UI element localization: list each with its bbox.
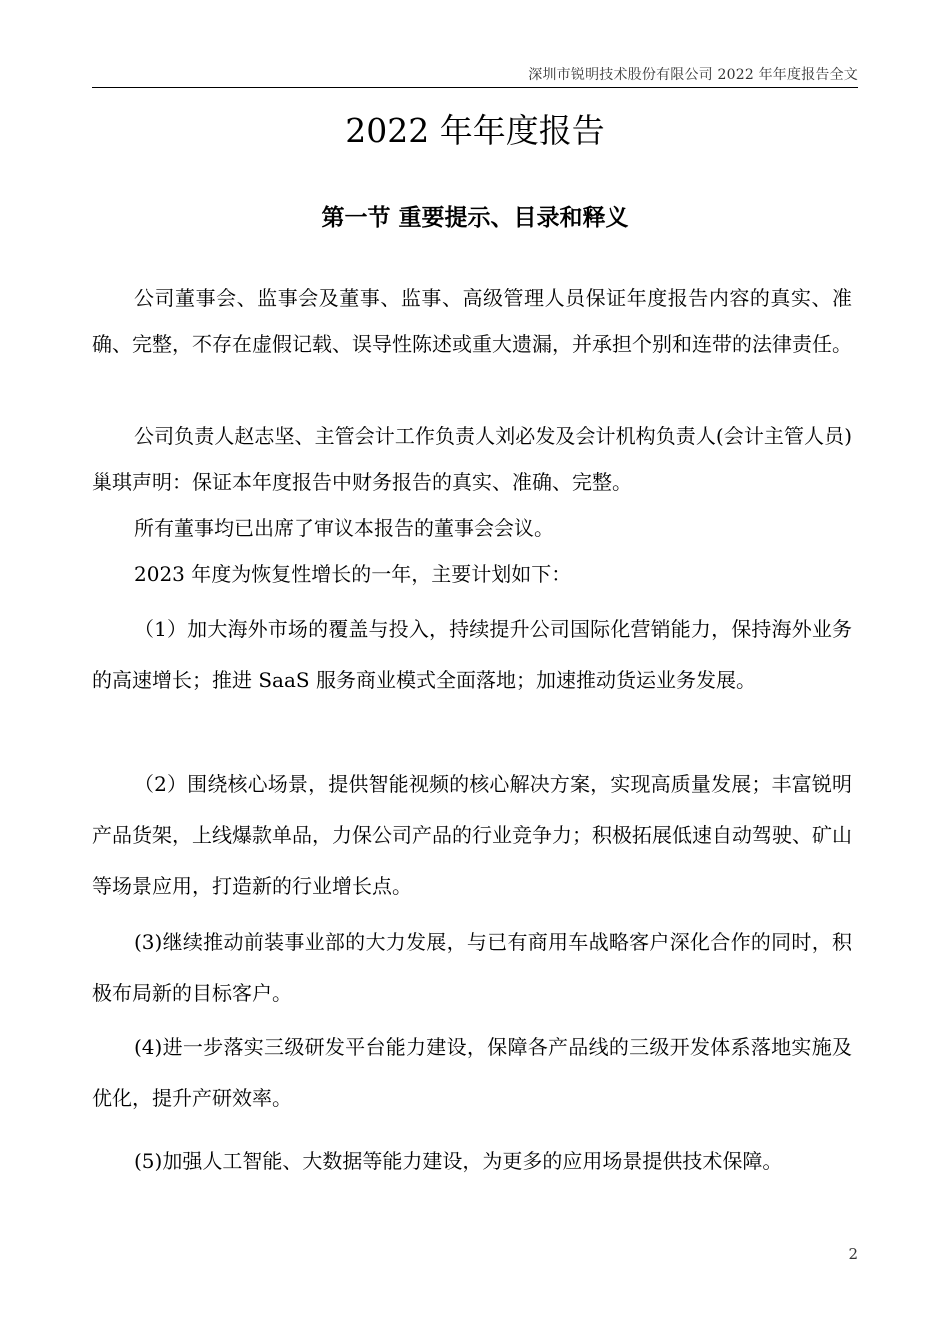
paragraph-officer-declaration: 公司负责人赵志坚、主管会计工作负责人刘必发及会计机构负责人(会计主管人员)巢琪声明：保证本年度报告中财务报告的真实、准确、完整。 bbox=[92, 424, 852, 494]
paragraph-plan-item-1: （1）加大海外市场的覆盖与投入，持续提升公司国际化营销能力，保持海外业务的高速增长；推进 SaaS 服务商业模式全面落地；加速推动货运业务发展。 bbox=[92, 617, 852, 692]
paragraph-responsibility-statement: 公司董事会、监事会及董事、监事、高级管理人员保证年度报告内容的真实、准确、完整，不存在虚假记载、误导性陈述或重大遗漏，并承担个别和连带的法律责任。 bbox=[92, 286, 852, 356]
page-number: 2 bbox=[848, 1245, 858, 1263]
paragraph-plan-item-2: （2）围绕核心场景，提供智能视频的核心解决方案，实现高质量发展；丰富锐明产品货架，上线爆款单品，力保公司产品的行业竞争力；积极拓展低速自动驾驶、矿山等场景应用，打造新的行业增长点。 bbox=[92, 772, 852, 898]
section-title: 第一节 重要提示、目录和释义 bbox=[321, 204, 629, 231]
paragraph-plan-item-5: (5)加强人工智能、大数据等能力建设，为更多的应用场景提供技术保障。 bbox=[134, 1149, 783, 1173]
paragraph-plan-item-4: (4)进一步落实三级研发平台能力建设，保障各产品线的三级开发体系落地实施及优化，提升产研效率。 bbox=[92, 1035, 852, 1110]
paragraph-board-attendance: 所有董事均已出席了审议本报告的董事会会议。 bbox=[134, 516, 554, 540]
header-rule bbox=[92, 87, 858, 88]
paragraph-plan-item-3: (3)继续推动前装事业部的大力发展，与已有商用车战略客户深化合作的同时，积极布局新的目标客户。 bbox=[92, 930, 852, 1005]
paragraph-plan-intro: 2023 年度为恢复性增长的一年，主要计划如下： bbox=[134, 562, 572, 586]
document-title: 2022 年年度报告 bbox=[345, 111, 605, 150]
running-header: 深圳市锐明技术股份有限公司 2022 年年度报告全文 bbox=[528, 67, 858, 83]
